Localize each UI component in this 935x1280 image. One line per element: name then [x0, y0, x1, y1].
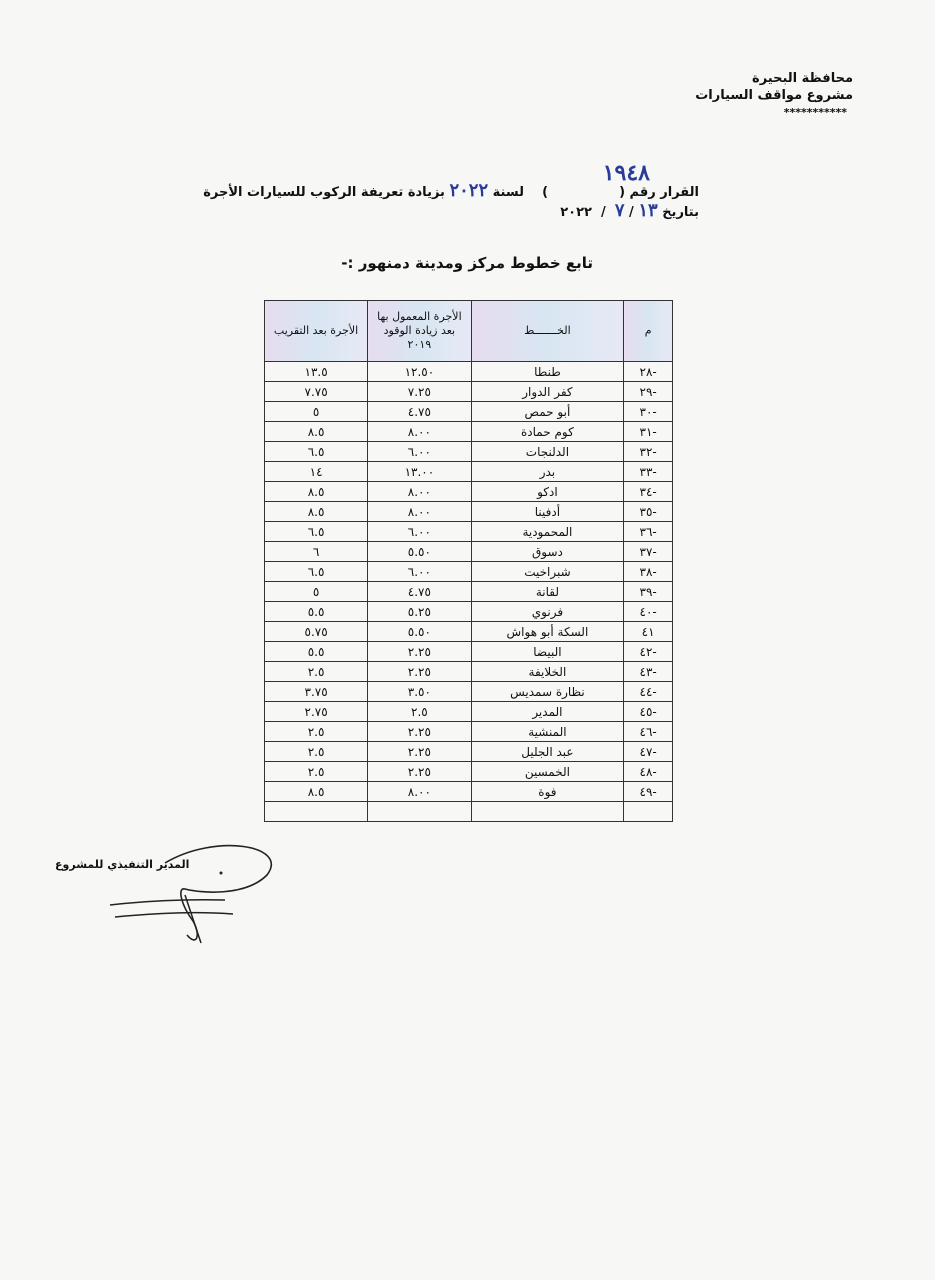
separator-stars: ***********: [783, 106, 847, 119]
row-num: -٣٣: [624, 462, 673, 482]
empty-cell: [471, 802, 624, 822]
row-new-fare: ٨.٥: [265, 782, 368, 802]
row-old-fare: ٨.٠٠: [368, 782, 471, 802]
row-new-fare: ٦: [265, 542, 368, 562]
table-row: [265, 522, 673, 542]
row-num: -٤٤: [624, 682, 673, 702]
row-line: ادكو: [471, 482, 624, 502]
row-num: ٤١: [624, 622, 673, 642]
row-line: لقانة: [471, 582, 624, 602]
table-row: [265, 662, 673, 682]
row-line: دسوق: [471, 542, 624, 562]
table-row: [265, 622, 673, 642]
row-new-fare: ٨.٥: [265, 502, 368, 522]
row-old-fare: ٦.٠٠: [368, 562, 471, 582]
table-row: [265, 682, 673, 702]
decree-close-paren: ): [542, 185, 549, 200]
section-title: تابع خطوط مركز ومدينة دمنهور :-: [341, 254, 593, 272]
row-line: الدلنجات: [471, 442, 624, 462]
row-num: -٣٠: [624, 402, 673, 422]
date-year: ٢٠٢٢: [560, 205, 592, 220]
table-row: [265, 722, 673, 742]
date-month: ٧: [614, 200, 625, 221]
row-new-fare: ١٤: [265, 462, 368, 482]
fare-table: [264, 300, 673, 822]
row-new-fare: ٣.٧٥: [265, 682, 368, 702]
row-line: فرنوي: [471, 602, 624, 622]
row-new-fare: ٥.٧٥: [265, 622, 368, 642]
row-new-fare: ٥.٥: [265, 602, 368, 622]
header-old-fare: الأجرة المعمول بها بعد زيادة الوقود ٢٠١٩: [368, 301, 471, 362]
row-line: الخمسين: [471, 762, 624, 782]
row-old-fare: ١٢.٥٠: [368, 362, 471, 382]
row-old-fare: ٥.٥٠: [368, 542, 471, 562]
table-header-row: [265, 301, 673, 362]
row-old-fare: ٢.٢٥: [368, 722, 471, 742]
row-new-fare: ٧.٧٥: [265, 382, 368, 402]
row-old-fare: ٣.٥٠: [368, 682, 471, 702]
row-num: -٣١: [624, 422, 673, 442]
signatory-title: المدير التنفيذي للمشروع: [55, 858, 190, 871]
row-new-fare: ٦.٥: [265, 442, 368, 462]
row-num: -٤٢: [624, 642, 673, 662]
row-line: بدر: [471, 462, 624, 482]
row-num: -٤٠: [624, 602, 673, 622]
row-new-fare: ٢.٥: [265, 722, 368, 742]
governorate-name: محافظة البحيرة: [752, 71, 853, 86]
row-old-fare: ٢.٥: [368, 702, 471, 722]
table-row: [265, 582, 673, 602]
row-old-fare: ٢.٢٥: [368, 642, 471, 662]
row-new-fare: ٦.٥: [265, 562, 368, 582]
table-row: [265, 762, 673, 782]
row-num: -٣٥: [624, 502, 673, 522]
row-line: طنطا: [471, 362, 624, 382]
row-new-fare: ٥: [265, 402, 368, 422]
row-new-fare: ٢.٥: [265, 762, 368, 782]
table-row: [265, 382, 673, 402]
header-num: م: [624, 301, 673, 362]
row-num: -٤٧: [624, 742, 673, 762]
row-num: -٣٨: [624, 562, 673, 582]
row-old-fare: ٢.٢٥: [368, 742, 471, 762]
table-row: [265, 362, 673, 382]
row-line: كفر الدوار: [471, 382, 624, 402]
row-num: -٤٩: [624, 782, 673, 802]
table-row: [265, 602, 673, 622]
row-old-fare: ٤.٧٥: [368, 402, 471, 422]
empty-cell: [368, 802, 471, 822]
table-row: [265, 402, 673, 422]
row-num: -٤٥: [624, 702, 673, 722]
table-row: [265, 782, 673, 802]
row-line: أبو حمص: [471, 402, 624, 422]
empty-cell: [265, 802, 368, 822]
decree-subject: بزيادة تعريفة الركوب للسيارات الأجرة: [203, 185, 445, 200]
decree-number-handwritten: ١٩٤٨: [602, 160, 650, 186]
row-old-fare: ٢.٢٥: [368, 762, 471, 782]
row-line: أدفينا: [471, 502, 624, 522]
table-row: [265, 642, 673, 662]
row-old-fare: ٨.٠٠: [368, 482, 471, 502]
row-new-fare: ٨.٥: [265, 422, 368, 442]
table-row: [265, 702, 673, 722]
decree-date-line: بتاريخ ١٣ / ٧ / ٢٠٢٢: [560, 200, 699, 221]
row-line: المحمودية: [471, 522, 624, 542]
row-new-fare: ٢.٥: [265, 662, 368, 682]
row-line: السكة أبو هواش: [471, 622, 624, 642]
row-line: الخلايفة: [471, 662, 624, 682]
table-row: [265, 442, 673, 462]
row-new-fare: ١٣.٥: [265, 362, 368, 382]
table-row: [265, 562, 673, 582]
row-old-fare: ٦.٠٠: [368, 522, 471, 542]
row-old-fare: ٦.٠٠: [368, 442, 471, 462]
header-line: الخـــــــط: [471, 301, 624, 362]
row-num: -٣٤: [624, 482, 673, 502]
row-new-fare: ٥.٥: [265, 642, 368, 662]
row-new-fare: ٥: [265, 582, 368, 602]
date-day: ١٣: [638, 200, 658, 221]
row-line: عبد الجليل: [471, 742, 624, 762]
row-old-fare: ٥.٢٥: [368, 602, 471, 622]
row-line: فوة: [471, 782, 624, 802]
row-num: -٤٦: [624, 722, 673, 742]
row-num: -٤٨: [624, 762, 673, 782]
row-num: -٣٢: [624, 442, 673, 462]
row-line: نظارة سمديس: [471, 682, 624, 702]
row-new-fare: ٢.٥: [265, 742, 368, 762]
row-old-fare: ٨.٠٠: [368, 502, 471, 522]
row-old-fare: ١٣.٠٠: [368, 462, 471, 482]
table-row: [265, 462, 673, 482]
decree-prefix: القرار رقم (: [619, 185, 699, 200]
table-empty-row: [265, 802, 673, 822]
row-line: شبراخيت: [471, 562, 624, 582]
row-new-fare: ٨.٥: [265, 482, 368, 502]
row-num: -٤٣: [624, 662, 673, 682]
decree-year-label: لسنة: [492, 185, 524, 200]
row-old-fare: ٤.٧٥: [368, 582, 471, 602]
empty-cell: [624, 802, 673, 822]
table-row: [265, 502, 673, 522]
project-name: مشروع مواقف السيارات: [695, 88, 853, 103]
row-new-fare: ٢.٧٥: [265, 702, 368, 722]
row-num: -٣٧: [624, 542, 673, 562]
row-new-fare: ٦.٥: [265, 522, 368, 542]
row-old-fare: ٥.٥٠: [368, 622, 471, 642]
decree-heading: [179, 182, 699, 222]
row-line: المدير: [471, 702, 624, 722]
row-line: كوم حمادة: [471, 422, 624, 442]
letterhead: [695, 70, 853, 121]
table-row: [265, 742, 673, 762]
date-label: بتاريخ: [662, 205, 699, 220]
row-line: البيضا: [471, 642, 624, 662]
signature-scribble: [105, 835, 285, 950]
header-new-fare: الأجرة بعد التقريب: [265, 301, 368, 362]
decree-year-handwritten: ٢٠٢٢: [449, 180, 489, 201]
row-num: -٣٦: [624, 522, 673, 542]
table-row: [265, 422, 673, 442]
row-num: -٢٩: [624, 382, 673, 402]
row-num: -٣٩: [624, 582, 673, 602]
table-row: [265, 482, 673, 502]
row-num: -٢٨: [624, 362, 673, 382]
decree-line-1: [179, 182, 699, 202]
row-line: المنشية: [471, 722, 624, 742]
row-old-fare: ٢.٢٥: [368, 662, 471, 682]
row-old-fare: ٨.٠٠: [368, 422, 471, 442]
row-old-fare: ٧.٢٥: [368, 382, 471, 402]
table-row: [265, 542, 673, 562]
